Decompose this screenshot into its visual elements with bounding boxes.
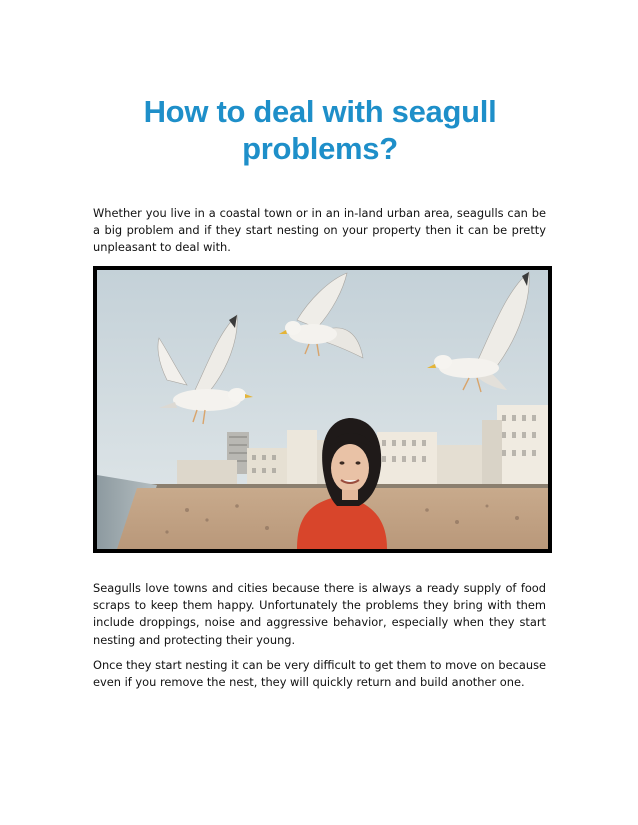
closing-paragraph: Once they start nesting it can be very difficult to get them to move on because even if you remove the nest, they will quickly return and build another one. xyxy=(93,658,547,690)
intro-paragraph: Whether you live in a coastal town or in an in-land urban area, seagulls can be a big problem and if they start nesting on your property then it can be pretty unpleasant to deal with. xyxy=(93,206,546,255)
body-paragraph: Seagulls love towns and cities because there is always a ready supply of food scraps to keep them happy. Unfortunately the problems they bring with them include droppings, noise and aggressive behavior, especially when they start nesting and protecting their young. xyxy=(93,581,546,647)
seagull-photo-illustration xyxy=(97,270,548,549)
seagull-photo xyxy=(93,266,552,553)
page-title: How to deal with seagull problems? xyxy=(143,94,497,166)
